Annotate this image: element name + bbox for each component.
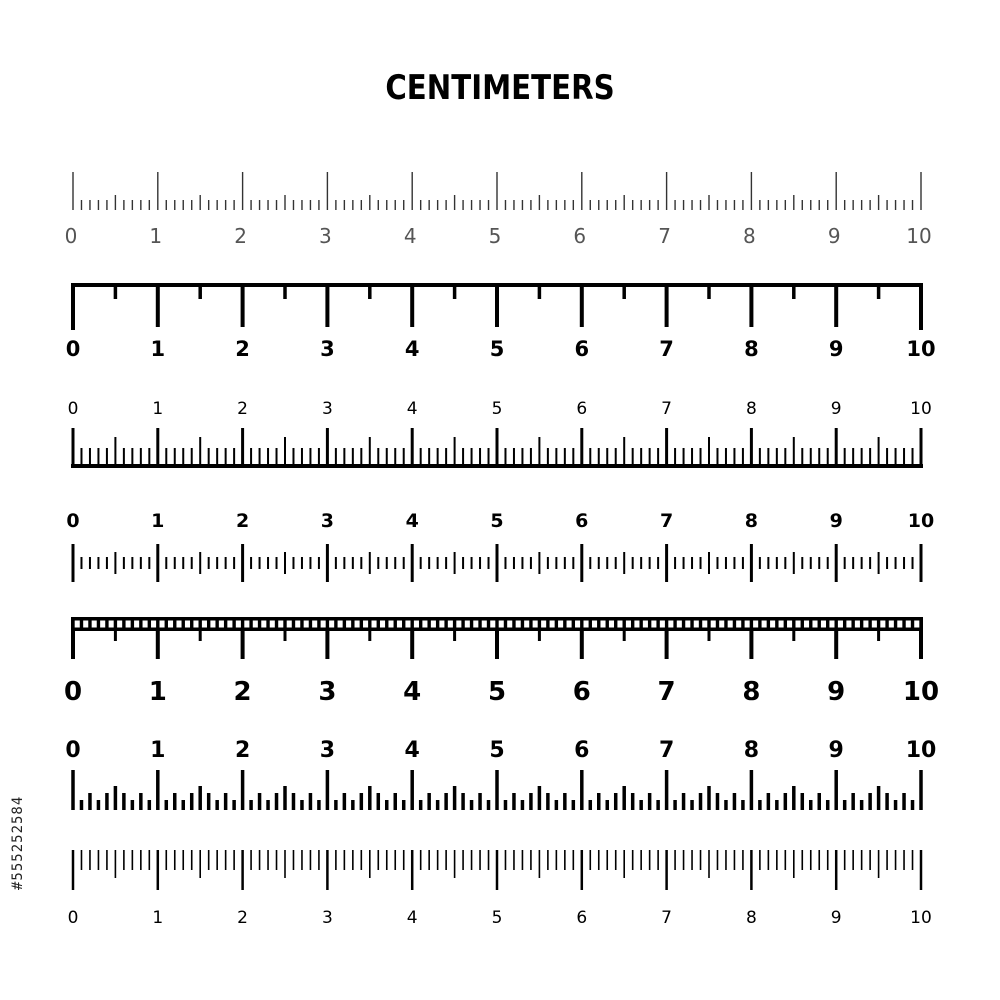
frame-window bbox=[295, 621, 300, 628]
frame-window bbox=[914, 621, 919, 628]
frame-window bbox=[550, 621, 555, 628]
frame-window bbox=[719, 621, 724, 628]
tick-label: 10 bbox=[906, 337, 936, 361]
tick-label: 3 bbox=[320, 337, 335, 361]
frame-window bbox=[821, 621, 826, 628]
tick-label: 1 bbox=[148, 677, 167, 707]
tick-mark bbox=[580, 285, 584, 327]
tick-label: 2 bbox=[233, 677, 252, 707]
frame-window bbox=[600, 621, 605, 628]
tick-label: 6 bbox=[574, 337, 590, 361]
frame-window bbox=[507, 621, 512, 628]
frame-window bbox=[863, 621, 868, 628]
tick-label: 4 bbox=[406, 399, 418, 419]
tick-mark bbox=[708, 631, 711, 641]
tick-label: 5 bbox=[488, 224, 502, 248]
tick-label: 8 bbox=[744, 337, 759, 361]
frame-window bbox=[516, 621, 521, 628]
frame-window bbox=[338, 621, 343, 628]
frame-window bbox=[397, 621, 402, 628]
frame-window bbox=[126, 621, 131, 628]
tick-label: 6 bbox=[576, 399, 588, 419]
ruler-7 bbox=[68, 850, 932, 928]
tick-label: 10 bbox=[906, 224, 932, 248]
tick-label: 4 bbox=[406, 908, 418, 928]
frame-window bbox=[160, 621, 165, 628]
frame-window bbox=[897, 621, 902, 628]
tick-label: 10 bbox=[905, 738, 937, 763]
tick-label: 6 bbox=[574, 738, 590, 763]
frame-window bbox=[558, 621, 563, 628]
tick-mark bbox=[71, 631, 75, 659]
frame-window bbox=[100, 621, 105, 628]
tick-mark bbox=[707, 285, 711, 299]
frame-window bbox=[584, 621, 589, 628]
tick-mark bbox=[495, 285, 499, 327]
frame-window bbox=[287, 621, 292, 628]
tick-mark bbox=[453, 285, 457, 299]
tick-label: 10 bbox=[907, 510, 935, 532]
tick-mark bbox=[156, 285, 160, 327]
tick-label: 4 bbox=[404, 337, 420, 361]
tick-label: 2 bbox=[235, 510, 250, 532]
frame-window bbox=[236, 621, 241, 628]
tick-label: 3 bbox=[319, 224, 332, 248]
frame-window bbox=[889, 621, 894, 628]
ruler-6 bbox=[65, 738, 936, 810]
tick-mark bbox=[368, 631, 371, 641]
tick-label: 1 bbox=[150, 337, 166, 361]
frame-window bbox=[660, 621, 665, 628]
frame-window bbox=[185, 621, 190, 628]
frame-window bbox=[261, 621, 266, 628]
frame-window bbox=[702, 621, 707, 628]
tick-mark bbox=[410, 285, 414, 327]
page-title: CENTIMETERS bbox=[385, 68, 615, 108]
frame-window bbox=[329, 621, 334, 628]
ruler-frame bbox=[71, 617, 923, 631]
tick-mark bbox=[792, 285, 796, 299]
tick-label: 9 bbox=[829, 510, 843, 532]
tick-label: 1 bbox=[149, 224, 163, 248]
frame-window bbox=[668, 621, 673, 628]
frame-window bbox=[388, 621, 393, 628]
frame-window bbox=[617, 621, 622, 628]
ruler-2 bbox=[66, 283, 936, 361]
tick-label: 2 bbox=[234, 224, 247, 248]
tick-mark bbox=[410, 631, 414, 659]
tick-mark bbox=[749, 631, 753, 659]
frame-window bbox=[422, 621, 427, 628]
tick-mark bbox=[538, 631, 541, 641]
frame-window bbox=[134, 621, 139, 628]
tick-mark bbox=[623, 631, 626, 641]
tick-label: 1 bbox=[152, 908, 164, 928]
frame-window bbox=[728, 621, 733, 628]
frame-window bbox=[609, 621, 614, 628]
frame-window bbox=[753, 621, 758, 628]
tick-mark bbox=[156, 631, 160, 659]
frame-window bbox=[838, 621, 843, 628]
frame-window bbox=[533, 621, 538, 628]
frame-window bbox=[524, 621, 529, 628]
tick-mark bbox=[792, 631, 795, 641]
tick-label: 5 bbox=[487, 677, 507, 707]
tick-label: 3 bbox=[320, 510, 335, 532]
frame-window bbox=[253, 621, 258, 628]
tick-label: 8 bbox=[745, 908, 757, 928]
frame-window bbox=[83, 621, 88, 628]
tick-label: 0 bbox=[66, 510, 80, 532]
tick-label: 0 bbox=[67, 908, 79, 928]
frame-window bbox=[380, 621, 385, 628]
tick-mark bbox=[919, 285, 923, 330]
frame-window bbox=[829, 621, 834, 628]
tick-mark bbox=[580, 631, 584, 659]
tick-mark bbox=[665, 631, 669, 659]
frame-window bbox=[855, 621, 860, 628]
tick-label: 7 bbox=[658, 738, 675, 763]
tick-mark bbox=[538, 285, 542, 299]
tick-label: 10 bbox=[902, 677, 940, 707]
frame-window bbox=[846, 621, 851, 628]
stock-id-label: #555252584 bbox=[10, 795, 26, 890]
tick-mark bbox=[241, 285, 245, 327]
frame-window bbox=[779, 621, 784, 628]
frame-window bbox=[651, 621, 656, 628]
tick-mark bbox=[114, 631, 117, 641]
tick-mark bbox=[877, 631, 880, 641]
tick-label: 5 bbox=[491, 908, 503, 928]
frame-window bbox=[151, 621, 156, 628]
tick-mark bbox=[199, 631, 202, 641]
tick-label: 1 bbox=[150, 738, 166, 763]
frame-window bbox=[431, 621, 436, 628]
tick-mark bbox=[834, 285, 838, 327]
frame-window bbox=[75, 621, 80, 628]
frame-window bbox=[456, 621, 461, 628]
tick-label: 9 bbox=[830, 399, 842, 419]
tick-label: 2 bbox=[235, 337, 250, 361]
frame-window bbox=[355, 621, 360, 628]
frame-window bbox=[499, 621, 504, 628]
tick-mark bbox=[622, 285, 626, 299]
frame-window bbox=[796, 621, 801, 628]
frame-window bbox=[787, 621, 792, 628]
tick-label: 0 bbox=[65, 738, 81, 763]
tick-label: 2 bbox=[234, 738, 251, 763]
frame-window bbox=[270, 621, 275, 628]
frame-window bbox=[414, 621, 419, 628]
frame-window bbox=[804, 621, 809, 628]
frame-window bbox=[244, 621, 249, 628]
tick-label: 7 bbox=[657, 677, 676, 707]
frame-window bbox=[117, 621, 122, 628]
frame-window bbox=[906, 621, 911, 628]
tick-label: 2 bbox=[237, 908, 249, 928]
frame-window bbox=[92, 621, 97, 628]
tick-mark bbox=[495, 631, 499, 659]
tick-label: 7 bbox=[661, 399, 673, 419]
ruler-4 bbox=[66, 510, 934, 582]
frame-window bbox=[363, 621, 368, 628]
frame-window bbox=[575, 621, 580, 628]
tick-label: 0 bbox=[67, 399, 79, 419]
tick-label: 8 bbox=[743, 738, 760, 763]
frame-window bbox=[711, 621, 716, 628]
tick-label: 1 bbox=[151, 510, 165, 532]
frame-window bbox=[490, 621, 495, 628]
tick-label: 1 bbox=[152, 399, 164, 419]
frame-window bbox=[745, 621, 750, 628]
tick-label: 8 bbox=[745, 399, 757, 419]
frame-window bbox=[592, 621, 597, 628]
tick-mark bbox=[325, 631, 329, 659]
frame-window bbox=[762, 621, 767, 628]
tick-label: 0 bbox=[63, 677, 83, 707]
frame-window bbox=[176, 621, 181, 628]
ruler-5 bbox=[64, 617, 939, 707]
frame-window bbox=[880, 621, 885, 628]
tick-mark bbox=[919, 631, 923, 659]
tick-label: 0 bbox=[64, 224, 78, 248]
frame-window bbox=[439, 621, 444, 628]
tick-label: 3 bbox=[318, 677, 337, 707]
tick-label: 7 bbox=[661, 908, 673, 928]
frame-window bbox=[321, 621, 326, 628]
tick-mark bbox=[241, 631, 245, 659]
frame-window bbox=[482, 621, 487, 628]
tick-label: 9 bbox=[828, 337, 844, 361]
tick-label: 7 bbox=[659, 337, 674, 361]
tick-label: 3 bbox=[319, 738, 336, 763]
tick-mark bbox=[665, 285, 669, 327]
tick-label: 3 bbox=[321, 908, 333, 928]
frame-window bbox=[634, 621, 639, 628]
tick-mark bbox=[325, 285, 329, 327]
tick-label: 6 bbox=[573, 224, 587, 248]
frame-window bbox=[685, 621, 690, 628]
tick-label: 4 bbox=[403, 677, 422, 707]
tick-label: 7 bbox=[659, 510, 674, 532]
tick-label: 5 bbox=[491, 399, 503, 419]
ruler-1 bbox=[65, 172, 932, 248]
frame-window bbox=[312, 621, 317, 628]
tick-label: 9 bbox=[827, 677, 846, 707]
frame-window bbox=[143, 621, 148, 628]
frame-window bbox=[372, 621, 377, 628]
tick-label: 0 bbox=[65, 337, 81, 361]
tick-label: 8 bbox=[744, 510, 759, 532]
frame-window bbox=[202, 621, 207, 628]
tick-mark bbox=[71, 285, 75, 330]
tick-mark bbox=[749, 285, 753, 327]
frame-window bbox=[677, 621, 682, 628]
frame-window bbox=[541, 621, 546, 628]
frame-window bbox=[405, 621, 410, 628]
frame-window bbox=[346, 621, 351, 628]
frame-window bbox=[193, 621, 198, 628]
tick-label: 10 bbox=[910, 908, 932, 928]
tick-label: 5 bbox=[489, 337, 505, 361]
frame-window bbox=[448, 621, 453, 628]
tick-mark bbox=[453, 631, 456, 641]
frame-window bbox=[626, 621, 631, 628]
tick-label: 5 bbox=[489, 738, 505, 763]
frame-window bbox=[278, 621, 283, 628]
frame-window bbox=[168, 621, 173, 628]
tick-mark bbox=[284, 631, 287, 641]
tick-label: 4 bbox=[405, 510, 419, 532]
tick-mark bbox=[283, 285, 287, 299]
frame-window bbox=[109, 621, 114, 628]
frame-window bbox=[736, 621, 741, 628]
frame-window bbox=[219, 621, 224, 628]
ruler-3 bbox=[68, 399, 932, 468]
frame-window bbox=[473, 621, 478, 628]
tick-mark bbox=[368, 285, 372, 299]
frame-window bbox=[210, 621, 215, 628]
tick-label: 6 bbox=[572, 677, 591, 707]
tick-mark bbox=[198, 285, 202, 299]
frame-window bbox=[567, 621, 572, 628]
tick-label: 10 bbox=[910, 399, 932, 419]
tick-label: 9 bbox=[827, 224, 841, 248]
tick-label: 6 bbox=[576, 908, 588, 928]
frame-window bbox=[770, 621, 775, 628]
tick-label: 9 bbox=[828, 738, 844, 763]
frame-window bbox=[643, 621, 648, 628]
tick-label: 6 bbox=[575, 510, 589, 532]
frame-window bbox=[694, 621, 699, 628]
tick-mark bbox=[834, 631, 838, 659]
tick-label: 3 bbox=[321, 399, 333, 419]
tick-label: 7 bbox=[658, 224, 671, 248]
tick-label: 8 bbox=[742, 677, 761, 707]
tick-label: 9 bbox=[830, 908, 842, 928]
tick-label: 8 bbox=[743, 224, 756, 248]
tick-label: 2 bbox=[237, 399, 249, 419]
frame-window bbox=[465, 621, 470, 628]
tick-mark bbox=[114, 285, 118, 299]
frame-window bbox=[812, 621, 817, 628]
frame-window bbox=[227, 621, 232, 628]
tick-mark bbox=[877, 285, 881, 299]
tick-label: 4 bbox=[403, 224, 417, 248]
tick-label: 5 bbox=[490, 510, 504, 532]
frame-window bbox=[872, 621, 877, 628]
frame-window bbox=[304, 621, 309, 628]
tick-label: 4 bbox=[404, 738, 420, 763]
